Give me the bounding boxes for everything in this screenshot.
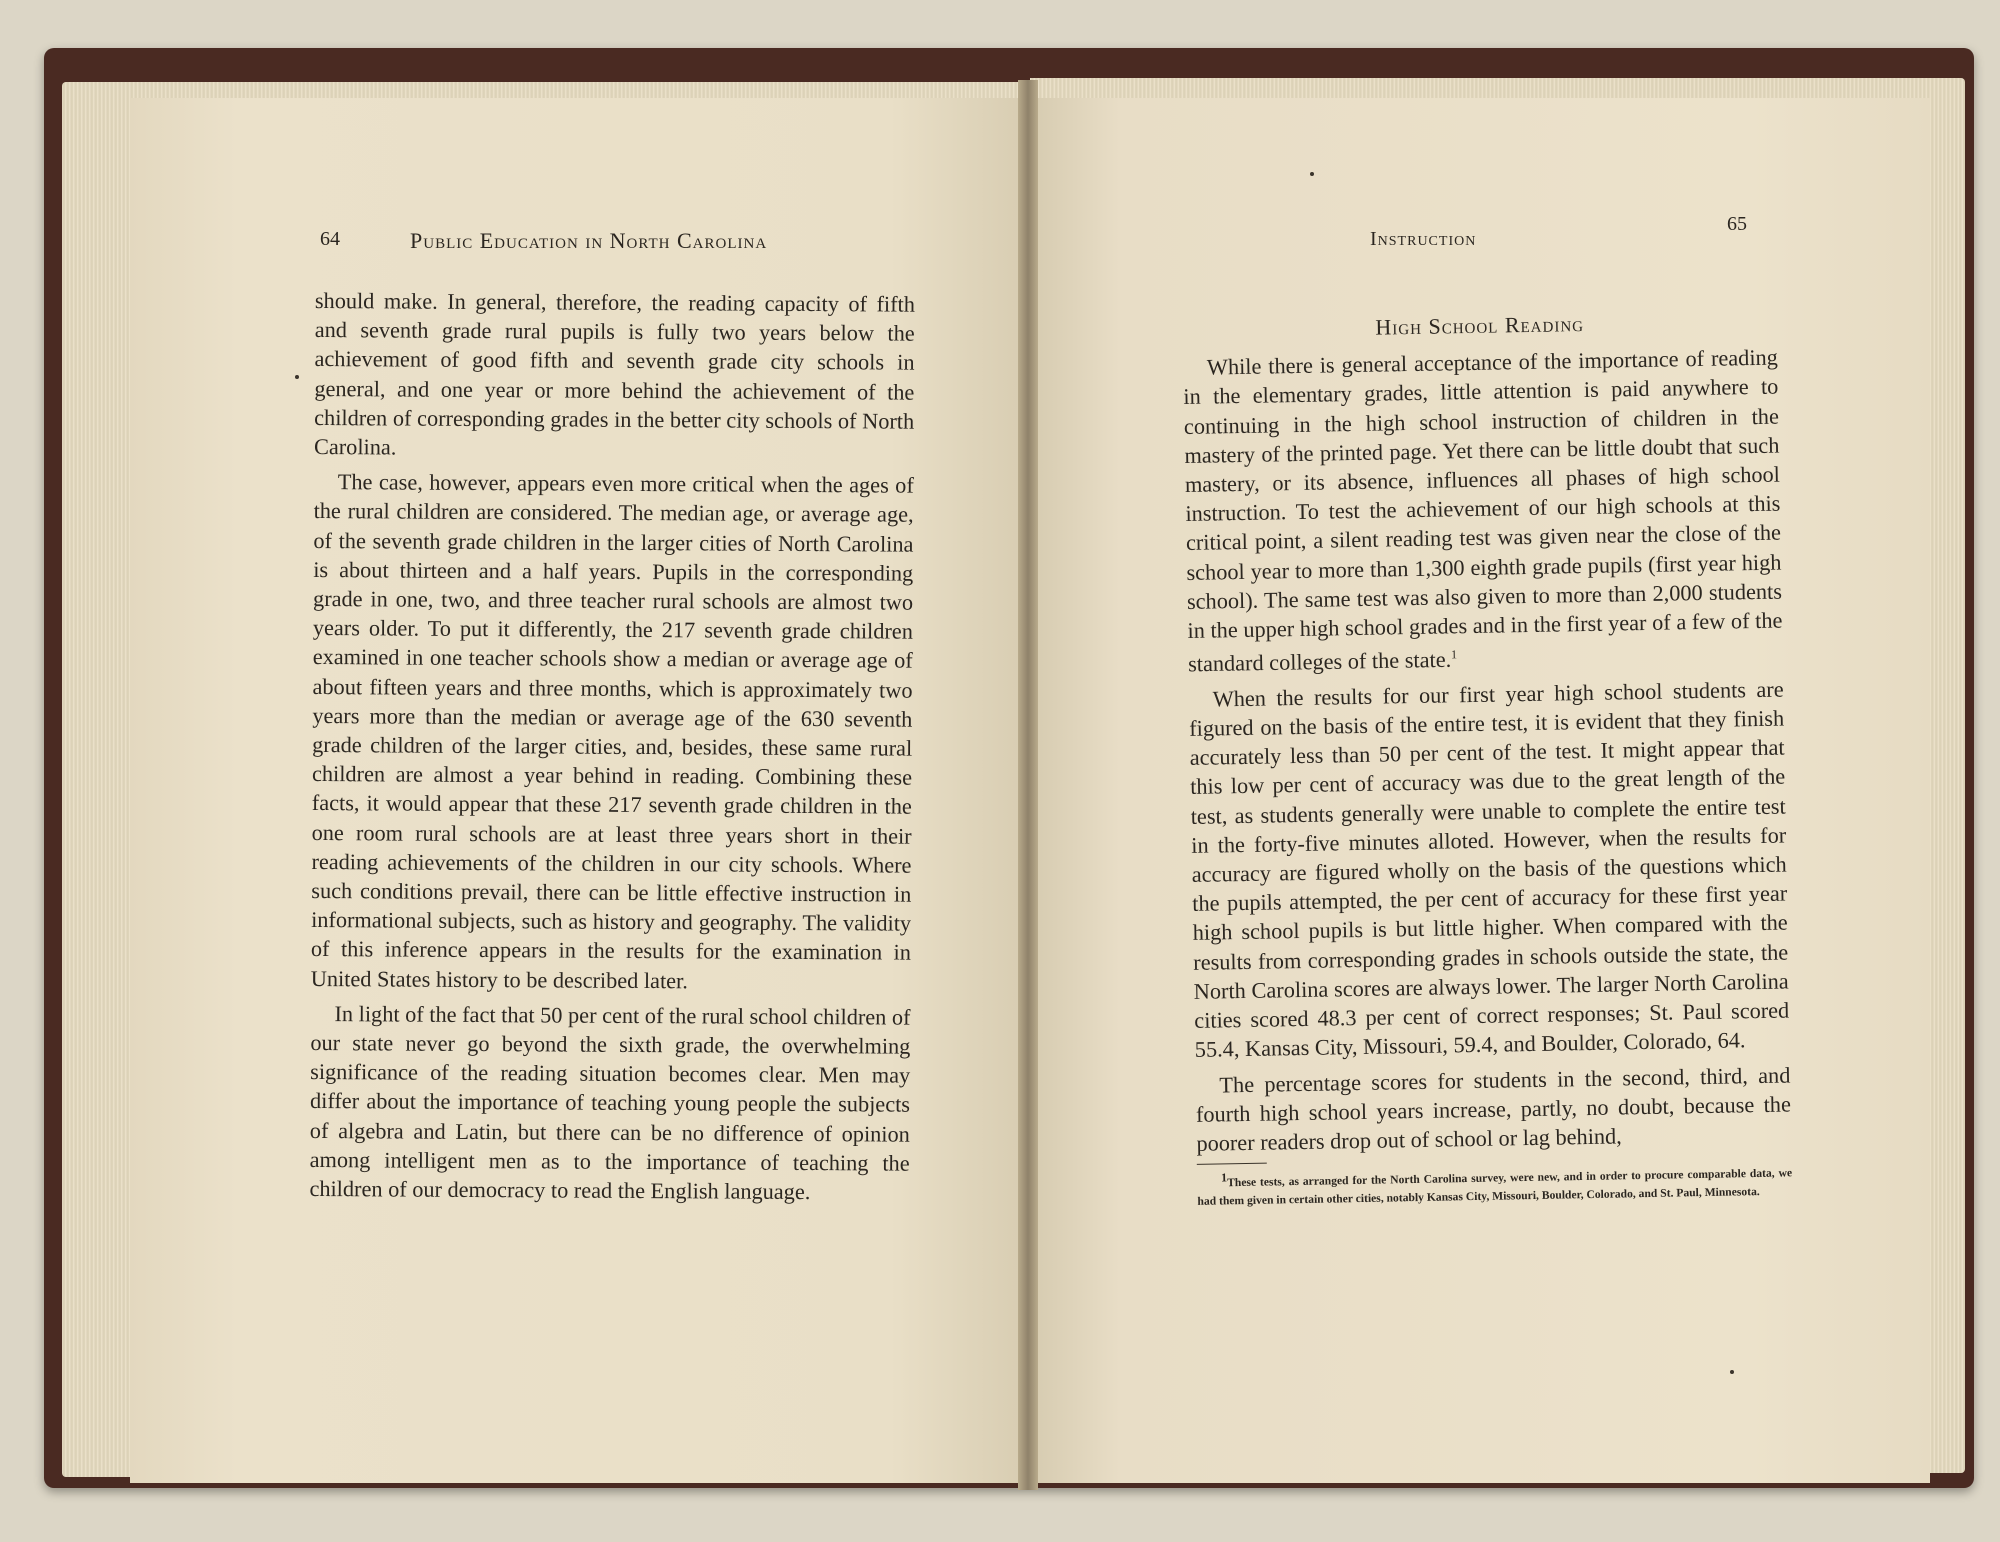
footnote-divider bbox=[1197, 1163, 1267, 1165]
left-running-head: Public Education in North Carolina bbox=[410, 228, 768, 253]
right-paragraph-3: The percentage scores for students in the second, third, and fourth high school years increase, partly, no doubt, because the poorer readers drop out of school or lag behind, bbox=[1195, 1062, 1792, 1156]
left-paragraph-2: The case, however, appears even more critical when the ages of the rural children are considered. The median age, or average age, of the seventh grade children in the larger cities of North Carolina is about thirteen and a half years. Pupils in the corresponding grade in one, two, and three teacher rural schools are almost two years older. To put it differently, the 217 seventh grade children examined in one teacher schools show a median or average age of about fifteen years and three months, which is approximately two years more than the median or average age of the 630 seventh grade children of the larger cities, and, besides, these same rural children are almost a year behind in reading. Combining these facts, it would appear that these 217 seventh grade children in the one room rural schools are at least three years short in their reading achievements of the children in our city schools. Where such conditions prevail, there can be little effective instruction in informational subjects, such as history and geography. The validity of this inference appears in the results for the examination in United States history to be described later. bbox=[310, 469, 914, 993]
right-page-body bbox=[1182, 306, 1793, 1217]
footnote-text: These tests, as arranged for the North Carolina survey, were new, and in order to procure comparable data, we had them given in certain other cities, notably Kansas City, Missouri, Boulder, Colorado, and St. Paul, Minnesota. bbox=[1197, 1166, 1793, 1208]
right-page-number: 65 bbox=[1727, 213, 1747, 235]
right-paragraph-2: When the results for our first year high school students are figured on the basis of the entire test, it is evident that they finish accurately less than 50 per cent of the test. It might appear that this low per cent of accuracy was due to the great length of the test, as students generally were unable to complete the entire test in the forty-five minutes alloted. However, when the results for accuracy are figured wholly on the basis of the questions which the pupils attempted, the per cent of accuracy for these first year high school pupils is but little higher. When compared with the results from corresponding grades in schools outside the state, the North Carolina scores are always lower. The larger North Carolina cities scored 48.3 per cent of correct responses; St. Paul scored 55.4, Kansas City, Missouri, 59.4, and Boulder, Colorado, 64. bbox=[1188, 676, 1790, 1063]
book-gutter bbox=[1018, 80, 1038, 1490]
left-page bbox=[130, 98, 1025, 1483]
right-page bbox=[1030, 98, 1930, 1483]
section-title: High School Reading bbox=[1375, 310, 1585, 340]
paper-speck bbox=[295, 375, 299, 379]
paper-speck bbox=[1730, 1370, 1734, 1374]
left-page-body bbox=[309, 286, 915, 1213]
paper-speck bbox=[1310, 172, 1314, 176]
left-paragraph-1: should make. In general, therefore, the reading capacity of fifth and seventh grade rural pupils is fully two years below the achievement of good fifth and seventh grade city schools in general, and one year or more behind the achievement of the children of corresponding grades in the better city schools of North Carolina. bbox=[313, 287, 915, 460]
right-paragraph-1 bbox=[1183, 343, 1784, 679]
footnote-reference: 1 bbox=[1450, 647, 1458, 662]
left-page-number: 64 bbox=[320, 228, 340, 250]
right-paragraph-1-text: While there is general acceptance of the importance of reading in the elementary grades, little attention is paid anywhere to continuing in the high school instruction of children in the mastery of the printed page. Yet there can be little doubt that such mastery, or its absence, influences all phases of high school instruction. To test the achievement of our high schools at this critical point, a silent reading test was given near the close of the school year to more than 1,300 eighth grade pupils (first year high school). The same test was also given to more than 2,000 students in the upper high school grades and in the first year of a few of the standard colleges of the state. bbox=[1183, 344, 1783, 677]
footnote-marker: 1 bbox=[1220, 1170, 1228, 1185]
right-running-head: Instruction bbox=[1370, 228, 1477, 250]
left-paragraph-3: In light of the fact that 50 per cent of the rural school children of our state never go beyond the sixth grade, the overwhelming significance of the reading situation becomes clear. Men may differ about the importance of teaching young people the subjects of algebra and Latin, but there can be no difference of opinion among intelligent men as to the importance of teaching the children of our democracy to read the English language. bbox=[309, 1001, 911, 1205]
footnote bbox=[1197, 1159, 1793, 1211]
